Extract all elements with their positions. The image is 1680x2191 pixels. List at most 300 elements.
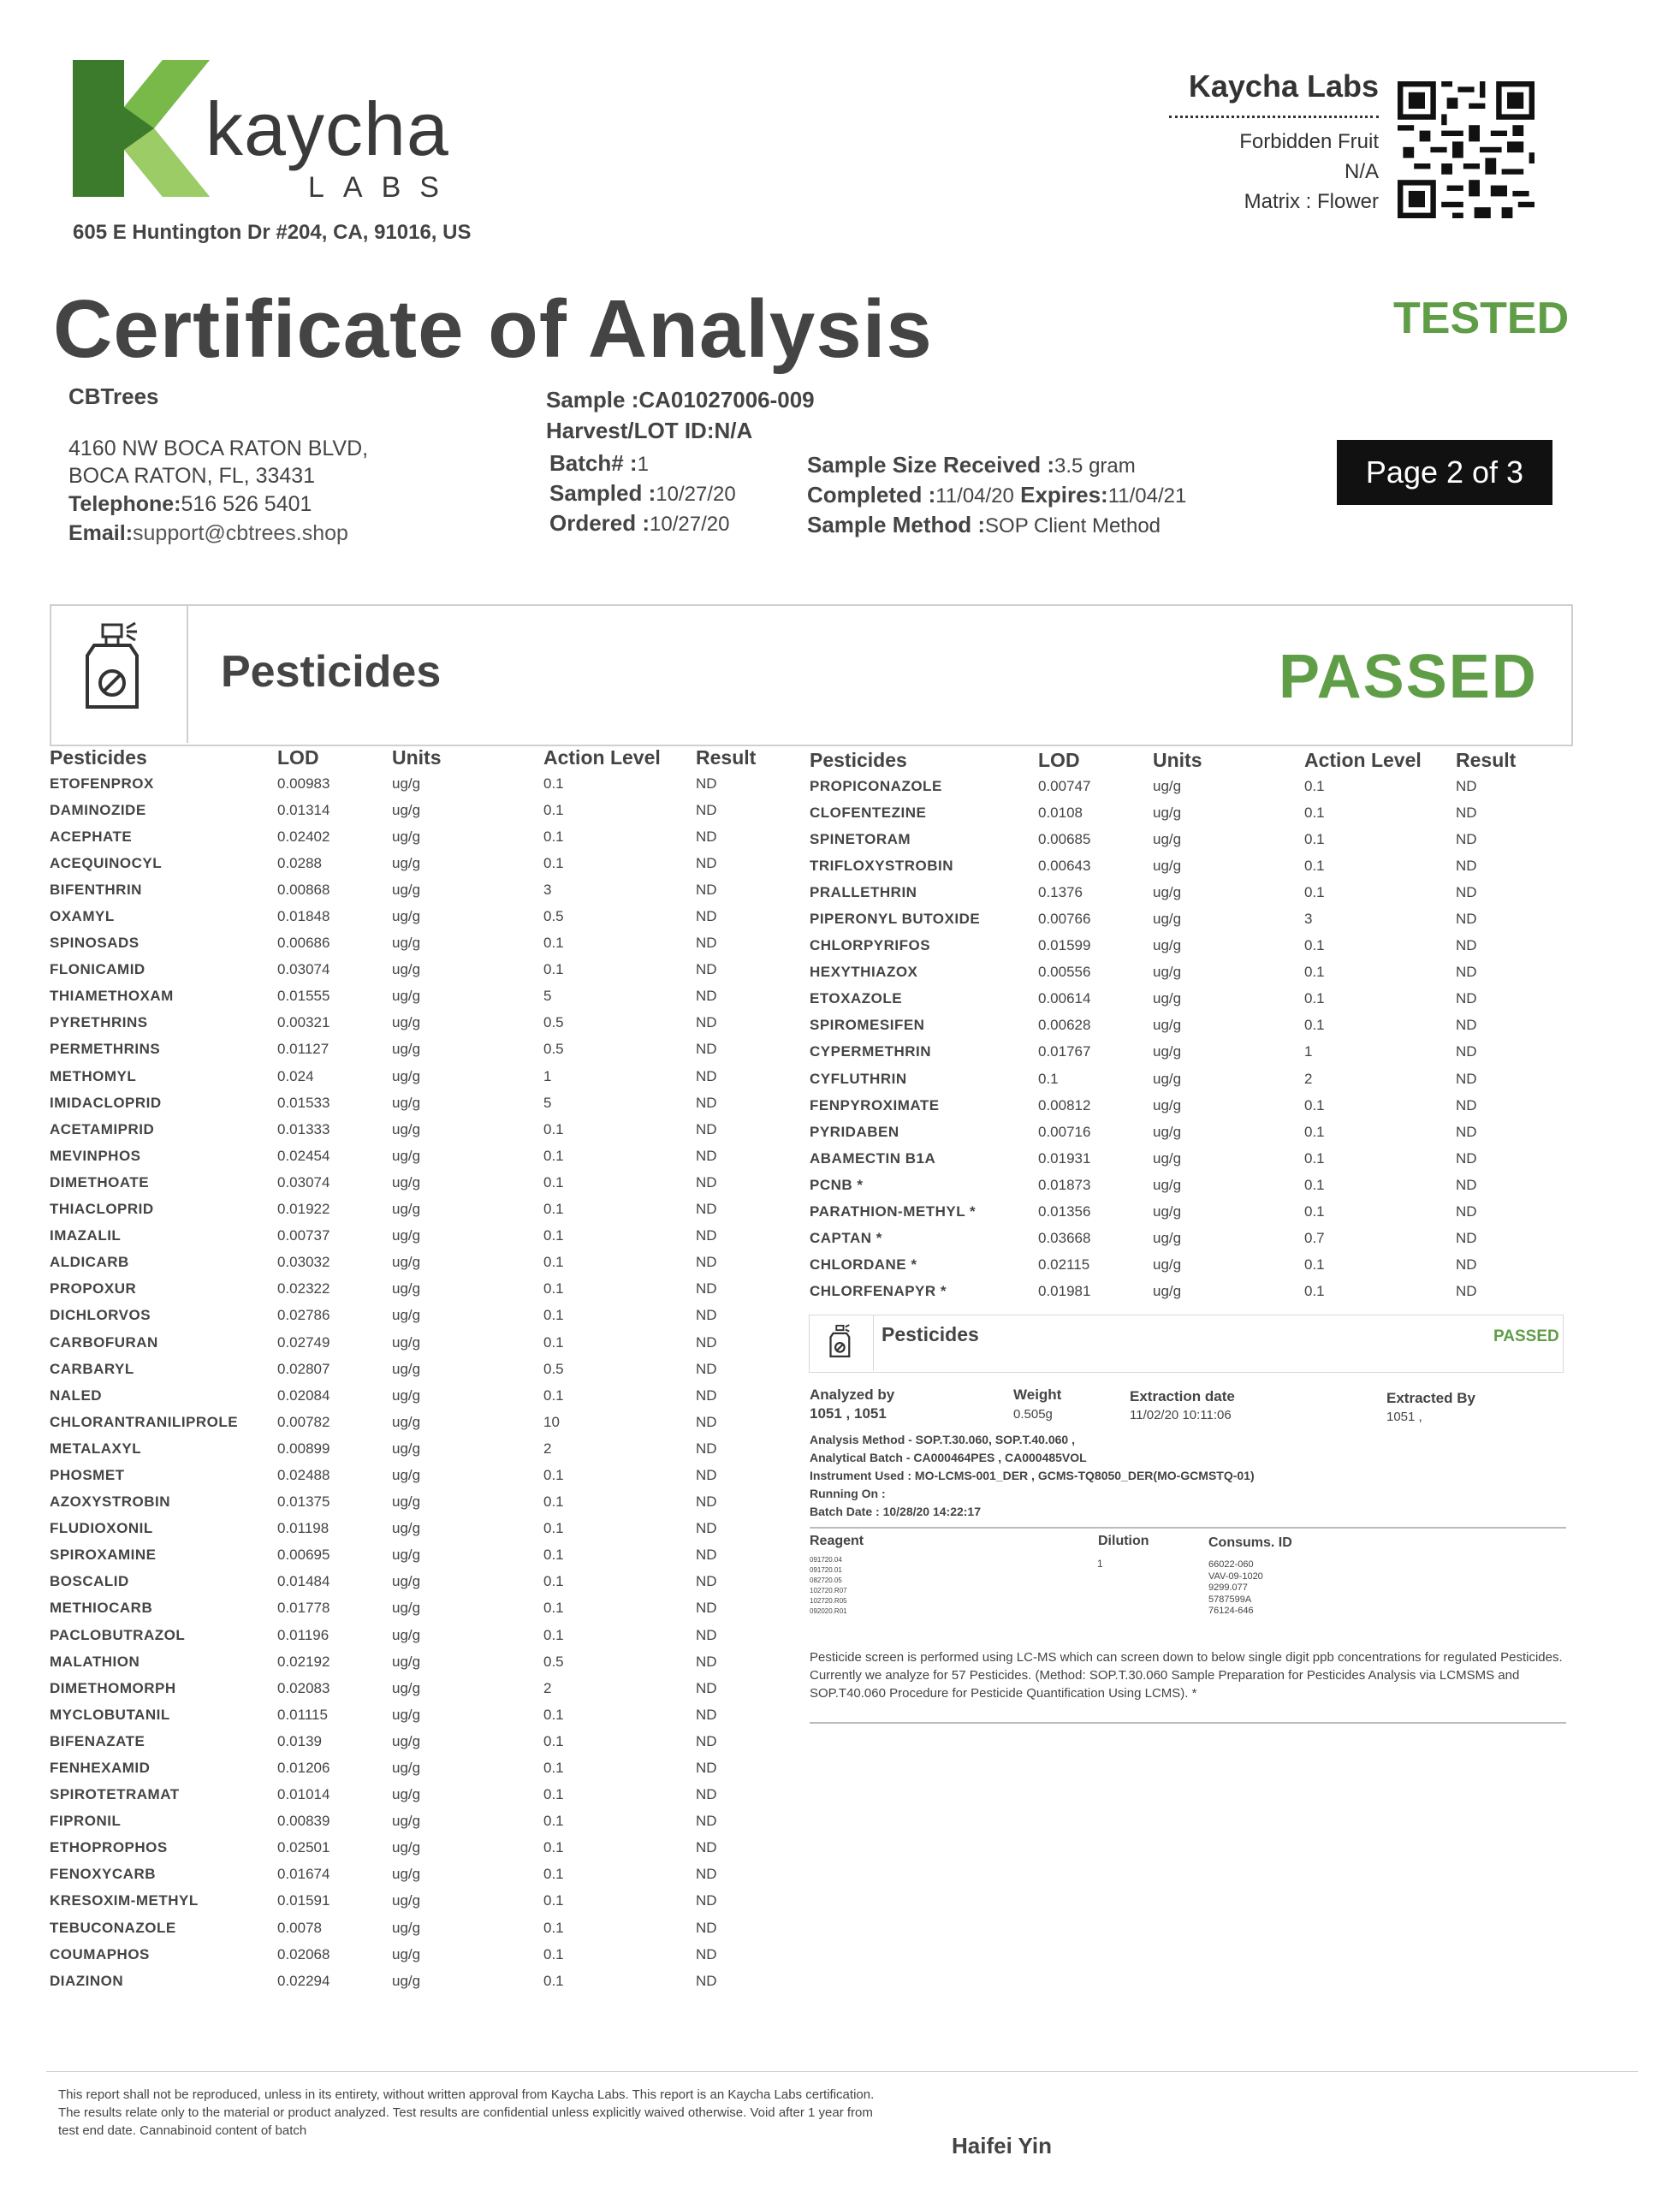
client-telephone xyxy=(68,492,312,517)
running-on: Running On : xyxy=(810,1487,886,1500)
result-value: ND xyxy=(696,1440,717,1457)
table-header-row xyxy=(50,745,769,770)
lod-value: 0.01014 xyxy=(277,1786,330,1803)
batch-date: Batch Date : 10/28/20 14:22:17 xyxy=(810,1505,981,1518)
result-value: ND xyxy=(696,1254,717,1271)
method-value: SOP Client Method xyxy=(985,514,1161,537)
table-row xyxy=(810,826,1563,852)
reagent-item: 091720.01 xyxy=(810,1566,842,1574)
table-row xyxy=(50,1755,769,1781)
result-value: ND xyxy=(696,988,717,1005)
table-row xyxy=(50,1010,769,1036)
lod-value: 0.00983 xyxy=(277,775,330,792)
result-value: ND xyxy=(696,1147,717,1164)
result-value: ND xyxy=(696,1333,717,1351)
table-row xyxy=(50,1569,769,1595)
result-value: ND xyxy=(696,1386,717,1404)
table-row xyxy=(50,1196,769,1223)
method-label: Sample Method : xyxy=(807,512,986,537)
result-value: ND xyxy=(1456,1070,1477,1087)
action-level-value: 0.1 xyxy=(543,1147,564,1164)
expires-value: 11/04/21 xyxy=(1107,484,1187,508)
sampled-date xyxy=(549,480,736,507)
expires-label: Expires: xyxy=(1020,482,1108,508)
pesticide-name: PHOSMET xyxy=(50,1466,125,1483)
units-value: ug/g xyxy=(392,1254,421,1271)
table-row xyxy=(810,1066,1563,1092)
units-value: ug/g xyxy=(1153,937,1182,954)
result-value: ND xyxy=(696,1813,717,1830)
table-header-row xyxy=(810,747,1563,773)
table-row xyxy=(810,933,1563,959)
pesticide-name: DIMETHOATE xyxy=(50,1173,150,1191)
result-value: ND xyxy=(696,881,717,898)
method-note: Pesticide screen is performed using LC-MS which can screen down to below single digit ppb concentrations for regulated Pesticides. Currently we analyze for 57 Pesticides. (Method: SOP.T.30.060 Sample Preparation for Pesticides Analysis via LCMSMS and SOP.T40.060 Procedure for Pesticide Quantification Using LCMS). * xyxy=(810,1650,1563,1701)
pesticide-name: THIAMETHOXAM xyxy=(50,988,174,1005)
units-value: ug/g xyxy=(392,1466,421,1483)
lod-value: 0.00686 xyxy=(277,935,330,952)
divider xyxy=(810,1527,1566,1529)
action-level-value: 0.1 xyxy=(1304,1176,1325,1193)
pesticide-name: PERMETHRINS xyxy=(50,1041,161,1058)
result-value: ND xyxy=(696,1653,717,1670)
units-value: ug/g xyxy=(392,1626,421,1643)
lod-value: 0.00737 xyxy=(277,1227,330,1244)
action-level-value: 0.1 xyxy=(543,801,564,818)
pesticide-name: CYPERMETHRIN xyxy=(810,1043,932,1060)
units-value: ug/g xyxy=(392,1706,421,1723)
pesticide-name: METHIOCARB xyxy=(50,1600,153,1617)
pesticide-name: FLUDIOXONIL xyxy=(50,1520,153,1537)
action-level-value: 0.5 xyxy=(543,1041,564,1058)
pesticide-name: CARBARYL xyxy=(50,1360,134,1377)
section-title: Pesticides xyxy=(221,647,442,697)
table-row xyxy=(810,773,1563,799)
units-value: ug/g xyxy=(1153,1096,1182,1113)
units-value: ug/g xyxy=(392,1041,421,1058)
analyzed-by-value: 1051 , 1051 xyxy=(810,1405,887,1422)
result-value: ND xyxy=(696,1360,717,1377)
units-value: ug/g xyxy=(392,1653,421,1670)
pesticide-name: SPIROXAMINE xyxy=(50,1547,157,1564)
result-value: ND xyxy=(1456,1203,1477,1220)
units-value: ug/g xyxy=(1153,1230,1182,1247)
pesticide-name: DIAZINON xyxy=(50,1972,124,1989)
pesticide-name: PARATHION-METHYL * xyxy=(810,1203,977,1220)
action-level-value: 0.1 xyxy=(543,1386,564,1404)
table-row xyxy=(810,879,1563,905)
action-level-value: 0.1 xyxy=(1304,883,1325,900)
table-row xyxy=(50,1808,769,1835)
action-level-value: 0.5 xyxy=(543,1360,564,1377)
table-row xyxy=(50,1701,769,1728)
action-level-value: 1 xyxy=(1304,1043,1313,1060)
table-row xyxy=(50,1435,769,1462)
client-name: CBTrees xyxy=(68,383,159,409)
lod-value: 0.00628 xyxy=(1038,1017,1091,1034)
units-value: ug/g xyxy=(392,1866,421,1883)
units-value: ug/g xyxy=(392,1386,421,1404)
action-level-value: 0.1 xyxy=(1304,1123,1325,1140)
units-value: ug/g xyxy=(1153,1123,1182,1140)
completed-label: Completed : xyxy=(807,482,936,508)
lod-value: 0.01599 xyxy=(1038,937,1091,954)
lod-value: 0.0139 xyxy=(277,1732,322,1749)
units-value: ug/g xyxy=(1153,911,1182,928)
action-level-value: 0.1 xyxy=(543,1173,564,1191)
pesticide-name: CYFLUTHRIN xyxy=(810,1070,907,1087)
result-value: ND xyxy=(1456,1176,1477,1193)
units-value: ug/g xyxy=(1153,1203,1182,1220)
size-label: Sample Size Received : xyxy=(807,452,1055,478)
action-level-value: 0.1 xyxy=(1304,1283,1325,1300)
col-pesticides: Pesticides xyxy=(50,745,147,769)
table-row xyxy=(810,1145,1563,1172)
table-row xyxy=(810,1279,1563,1305)
units-value: ug/g xyxy=(1153,1283,1182,1300)
table-row xyxy=(810,1226,1563,1252)
units-value: ug/g xyxy=(392,1839,421,1856)
table-row xyxy=(810,1172,1563,1198)
table-row xyxy=(50,1329,769,1356)
extraction-date-label: Extraction date xyxy=(1130,1388,1235,1404)
lod-value: 0.00685 xyxy=(1038,830,1091,847)
consums-item: 9299.077 xyxy=(1208,1582,1248,1593)
spray-bottle-icon xyxy=(84,621,152,715)
pesticide-name: SPINETORAM xyxy=(810,830,911,847)
consums-item: 66022-060 xyxy=(1208,1559,1254,1570)
units-value: ug/g xyxy=(392,1732,421,1749)
lod-value: 0.00643 xyxy=(1038,857,1091,874)
units-value: ug/g xyxy=(392,1201,421,1218)
result-value: ND xyxy=(696,935,717,952)
units-value: ug/g xyxy=(392,1014,421,1031)
table-row xyxy=(50,1356,769,1382)
result-value: ND xyxy=(1456,1043,1477,1060)
units-value: ug/g xyxy=(392,775,421,792)
consums-item: 5787599A xyxy=(1208,1594,1252,1605)
result-value: ND xyxy=(696,1120,717,1137)
action-level-value: 0.1 xyxy=(543,1706,564,1723)
action-level-value: 0.1 xyxy=(543,1600,564,1617)
extracted-by-label: Extracted By xyxy=(1386,1390,1475,1406)
lod-value: 0.024 xyxy=(277,1067,314,1084)
lod-value: 0.01674 xyxy=(277,1866,330,1883)
lab-name: Kaycha Labs xyxy=(1188,68,1379,104)
lod-value: 0.02488 xyxy=(277,1466,330,1483)
lod-value: 0.03668 xyxy=(1038,1230,1091,1247)
action-level-value: 2 xyxy=(543,1679,552,1696)
footer-divider xyxy=(46,2071,1638,2072)
action-level-value: 5 xyxy=(543,988,552,1005)
units-value: ug/g xyxy=(392,1307,421,1324)
table-row xyxy=(50,1276,769,1303)
action-level-value: 0.1 xyxy=(1304,1203,1325,1220)
lod-value: 0.02749 xyxy=(277,1333,330,1351)
col-units: Units xyxy=(392,745,442,769)
consums-label: Consums. ID xyxy=(1208,1535,1292,1550)
completed-value: 11/04/20 xyxy=(935,484,1014,508)
table-row xyxy=(50,957,769,983)
pesticide-name: CHLORPYRIFOS xyxy=(810,937,931,954)
action-level-value: 0.1 xyxy=(543,1732,564,1749)
units-value: ug/g xyxy=(392,1600,421,1617)
action-level-value: 0.7 xyxy=(1304,1230,1325,1247)
pesticide-name: ETOFENPROX xyxy=(50,775,154,792)
pesticide-name: HEXYTHIAZOX xyxy=(810,964,918,981)
pesticide-name: ACEPHATE xyxy=(50,828,133,845)
action-level-value: 3 xyxy=(1304,911,1313,928)
action-level-value: 0.1 xyxy=(1304,1017,1325,1034)
client-email xyxy=(68,521,348,546)
instrument-used: Instrument Used : MO-LCMS-001_DER , GCMS-TQ8050_DER(MO-GCMSTQ-01) xyxy=(810,1469,1255,1482)
col-result: Result xyxy=(1456,748,1517,771)
result-value: ND xyxy=(696,1493,717,1511)
action-level-value: 0.1 xyxy=(543,1813,564,1830)
table-row xyxy=(50,1782,769,1808)
units-value: ug/g xyxy=(392,1786,421,1803)
table-row xyxy=(50,770,769,797)
lod-value: 0.1 xyxy=(1038,1070,1059,1087)
reagent-item: 102720.R05 xyxy=(810,1597,847,1605)
pesticide-name: BIFENAZATE xyxy=(50,1732,145,1749)
units-value: ug/g xyxy=(392,935,421,952)
result-value: ND xyxy=(1456,804,1477,821)
lod-value: 0.00839 xyxy=(277,1813,330,1830)
result-value: ND xyxy=(696,801,717,818)
units-value: ug/g xyxy=(392,1547,421,1564)
pesticide-name: FLONICAMID xyxy=(50,961,145,978)
kaycha-logo-mark xyxy=(73,60,210,197)
lod-value: 0.03074 xyxy=(277,961,330,978)
extracted-by-value: 1051 , xyxy=(1386,1410,1422,1424)
action-level-value: 0.1 xyxy=(543,1547,564,1564)
action-level-value: 1 xyxy=(543,1067,552,1084)
lod-value: 0.0078 xyxy=(277,1919,322,1936)
result-value: ND xyxy=(696,1760,717,1777)
lod-value: 0.01848 xyxy=(277,908,330,925)
action-level-value: 0.1 xyxy=(543,935,564,952)
action-level-value: 0.5 xyxy=(543,908,564,925)
units-value: ug/g xyxy=(1153,830,1182,847)
lod-value: 0.02786 xyxy=(277,1307,330,1324)
pesticide-name: PRALLETHRIN xyxy=(810,883,917,900)
result-value: ND xyxy=(696,1972,717,1989)
pesticide-name: PYRETHRINS xyxy=(50,1014,148,1031)
tested-status: TESTED xyxy=(1393,294,1570,343)
action-level-value: 0.1 xyxy=(543,1280,564,1297)
result-value: ND xyxy=(696,1839,717,1856)
page-title: Certificate of Analysis xyxy=(53,283,933,375)
units-value: ug/g xyxy=(1153,1043,1182,1060)
ordered-label: Ordered : xyxy=(549,510,650,536)
result-value: ND xyxy=(696,1014,717,1031)
pesticide-name: CLOFENTEZINE xyxy=(810,804,927,821)
result-value: ND xyxy=(1456,1096,1477,1113)
pesticide-name: COUMAPHOS xyxy=(50,1945,150,1962)
pesticide-name: FIPRONIL xyxy=(50,1813,122,1830)
units-value: ug/g xyxy=(392,988,421,1005)
result-value: ND xyxy=(696,1280,717,1297)
table-row xyxy=(50,823,769,850)
product-na: N/A xyxy=(1344,160,1379,183)
sample-label: Sample : xyxy=(546,387,639,413)
pesticide-name: PIPERONYL BUTOXIDE xyxy=(810,911,981,928)
weight-label: Weight xyxy=(1013,1386,1062,1403)
table-row xyxy=(50,1489,769,1516)
result-value: ND xyxy=(696,1547,717,1564)
table-row xyxy=(50,1063,769,1090)
action-level-value: 0.1 xyxy=(1304,1149,1325,1167)
action-level-value: 0.1 xyxy=(1304,777,1325,794)
units-value: ug/g xyxy=(392,1493,421,1511)
units-value: ug/g xyxy=(392,1280,421,1297)
telephone-value: 516 526 5401 xyxy=(181,492,312,516)
result-value: ND xyxy=(696,1173,717,1191)
lod-value: 0.1376 xyxy=(1038,883,1083,900)
pesticide-name: IMIDACLOPRID xyxy=(50,1094,162,1111)
action-level-value: 0.1 xyxy=(543,1466,564,1483)
lod-value: 0.00899 xyxy=(277,1440,330,1457)
units-value: ug/g xyxy=(392,1573,421,1590)
action-level-value: 0.1 xyxy=(1304,964,1325,981)
lod-value: 0.01778 xyxy=(277,1600,330,1617)
pesticide-name: PROPICONAZOLE xyxy=(810,777,942,794)
lod-value: 0.00695 xyxy=(277,1547,330,1564)
lod-value: 0.00321 xyxy=(277,1014,330,1031)
sample-id xyxy=(546,387,815,413)
lod-value: 0.01922 xyxy=(277,1201,330,1218)
ordered-value: 10/27/20 xyxy=(650,513,730,536)
telephone-label: Telephone: xyxy=(68,492,181,516)
lod-value: 0.02084 xyxy=(277,1386,330,1404)
lod-value: 0.00782 xyxy=(277,1413,330,1430)
divider xyxy=(810,1722,1566,1724)
result-value: ND xyxy=(696,1573,717,1590)
weight-value: 0.505g xyxy=(1013,1407,1053,1422)
table-row xyxy=(50,1090,769,1116)
harvest-value: N/A xyxy=(714,418,753,443)
units-value: ug/g xyxy=(392,828,421,845)
pesticide-name: MALATHION xyxy=(50,1653,140,1670)
action-level-value: 0.1 xyxy=(543,1520,564,1537)
pesticide-name: CARBOFURAN xyxy=(50,1333,158,1351)
units-value: ug/g xyxy=(392,1760,421,1777)
lod-value: 0.0288 xyxy=(277,854,322,871)
col-pesticides: Pesticides xyxy=(810,748,907,771)
lod-value: 0.01115 xyxy=(277,1706,328,1723)
action-level-value: 0.5 xyxy=(543,1014,564,1031)
lod-value: 0.02068 xyxy=(277,1945,330,1962)
table-row xyxy=(810,799,1563,826)
lod-value: 0.01555 xyxy=(277,988,330,1005)
result-value: ND xyxy=(696,1892,717,1909)
pesticide-name: DIMETHOMORPH xyxy=(50,1679,176,1696)
reagent-list xyxy=(810,1556,847,1618)
lod-value: 0.01206 xyxy=(277,1760,330,1777)
lod-value: 0.01356 xyxy=(1038,1203,1091,1220)
pesticide-name: ABAMECTIN B1A xyxy=(810,1149,936,1167)
divider xyxy=(1169,116,1379,118)
client-address-line2: BOCA RATON, FL, 33431 xyxy=(68,464,316,488)
table-row xyxy=(50,1968,769,1994)
table-row xyxy=(810,1199,1563,1226)
lod-value: 0.01196 xyxy=(277,1626,329,1643)
sampled-value: 10/27/20 xyxy=(656,483,736,506)
lod-value: 0.01591 xyxy=(277,1892,330,1909)
lod-value: 0.00716 xyxy=(1038,1123,1091,1140)
ordered-date xyxy=(549,510,729,537)
table-row xyxy=(50,1516,769,1542)
completed-expires xyxy=(807,482,1186,508)
logo-wordmark: kaycha xyxy=(205,86,449,171)
lod-value: 0.00868 xyxy=(277,881,330,898)
pesticide-name: PACLOBUTRAZOL xyxy=(50,1626,186,1643)
dilution-value: 1 xyxy=(1097,1558,1103,1570)
action-level-value: 0.1 xyxy=(543,1333,564,1351)
lod-value: 0.00766 xyxy=(1038,911,1091,928)
table-row xyxy=(810,905,1563,932)
pesticide-name: ACETAMIPRID xyxy=(50,1120,155,1137)
table-row xyxy=(50,1303,769,1329)
sampled-label: Sampled : xyxy=(549,480,656,506)
result-value: ND xyxy=(1456,1149,1477,1167)
lod-value: 0.00614 xyxy=(1038,990,1091,1007)
units-value: ug/g xyxy=(392,854,421,871)
pesticide-name: CHLORDANE * xyxy=(810,1256,917,1274)
pesticide-name: ETOXAZOLE xyxy=(810,990,903,1007)
action-level-value: 0.1 xyxy=(543,1120,564,1137)
table-row xyxy=(50,850,769,876)
action-level-value: 2 xyxy=(543,1440,552,1457)
units-value: ug/g xyxy=(1153,1070,1182,1087)
table-row xyxy=(50,1542,769,1569)
result-value: ND xyxy=(1456,777,1477,794)
lod-value: 0.02501 xyxy=(277,1839,330,1856)
spray-bottle-icon xyxy=(829,1323,855,1361)
harvest-label: Harvest/LOT ID: xyxy=(546,418,715,443)
result-value: ND xyxy=(1456,964,1477,981)
units-value: ug/g xyxy=(392,1813,421,1830)
pesticide-name: NALED xyxy=(50,1386,103,1404)
matrix: Matrix : Flower xyxy=(1244,190,1379,213)
action-level-value: 0.1 xyxy=(543,1493,564,1511)
pesticide-name: DAMINOZIDE xyxy=(50,801,146,818)
table-row xyxy=(810,852,1563,879)
result-value: ND xyxy=(696,1945,717,1962)
table-row xyxy=(50,1941,769,1968)
action-level-value: 0.1 xyxy=(543,1786,564,1803)
pesticide-name: CAPTAN * xyxy=(810,1230,882,1247)
table-row xyxy=(50,1675,769,1701)
pesticide-name: ETHOPROPHOS xyxy=(50,1839,168,1856)
action-level-value: 0.1 xyxy=(543,1972,564,1989)
lod-value: 0.02294 xyxy=(277,1972,330,1989)
action-level-value: 0.1 xyxy=(543,1892,564,1909)
qr-code-icon xyxy=(1398,81,1535,218)
lod-value: 0.03074 xyxy=(277,1173,330,1191)
units-value: ug/g xyxy=(392,1440,421,1457)
action-level-value: 5 xyxy=(543,1094,552,1111)
result-value: ND xyxy=(1456,937,1477,954)
action-level-value: 0.1 xyxy=(543,1945,564,1962)
result-value: ND xyxy=(696,1786,717,1803)
result-value: ND xyxy=(1456,857,1477,874)
units-value: ug/g xyxy=(392,1147,421,1164)
result-value: ND xyxy=(696,828,717,845)
result-value: ND xyxy=(1456,1230,1477,1247)
table-row xyxy=(810,1012,1563,1039)
